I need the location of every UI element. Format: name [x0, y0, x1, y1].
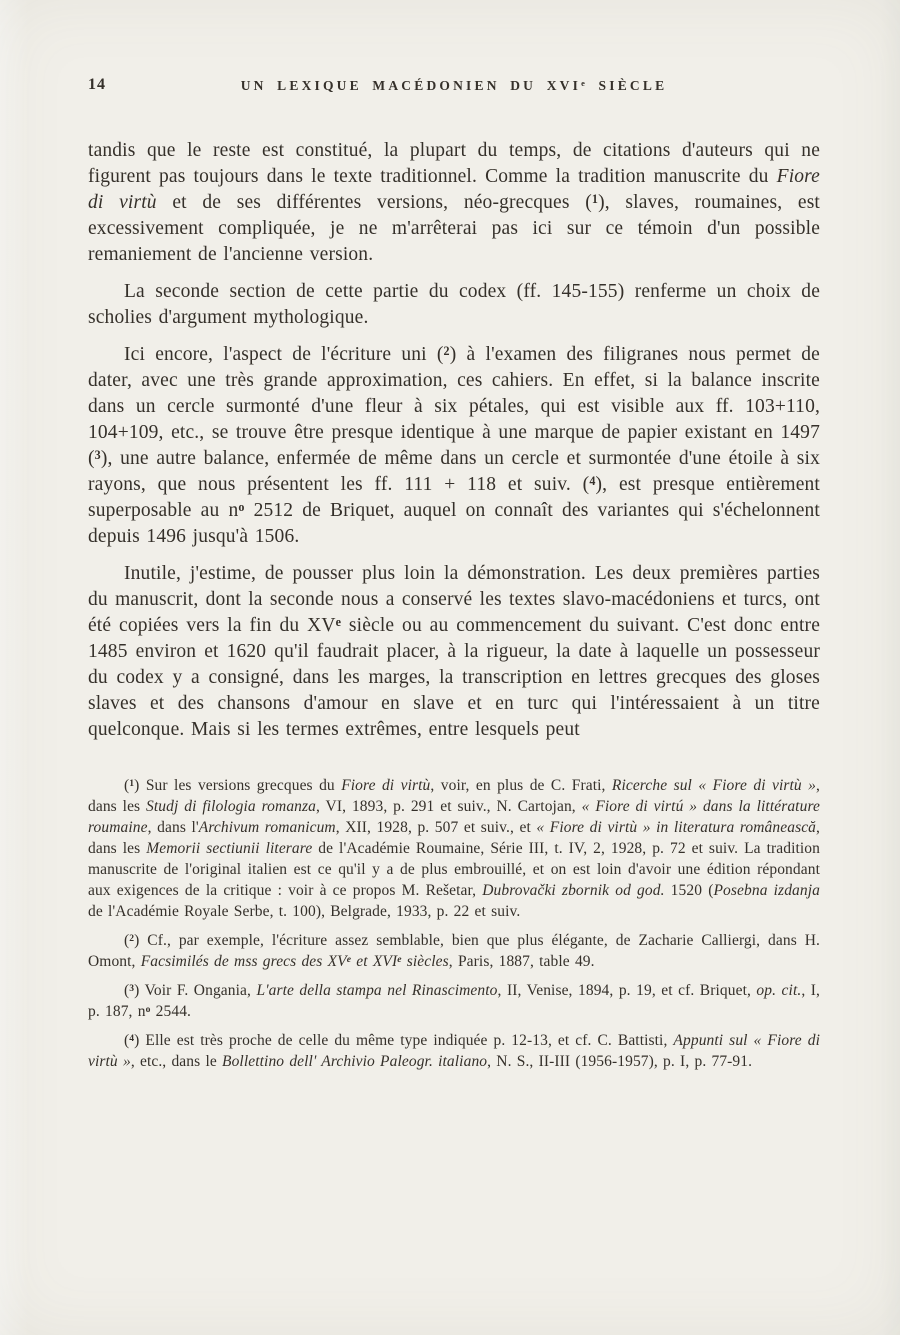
- footnote-2: ($^2$) Cf., par exemple, l'écriture assez semblable, bien que plus élégante, de Zacharie Calliergi, dans H. Omont, Facsimilés de mss grecs des XVe et XVIe siècles, Paris, 1887, table 49.: [88, 932, 820, 970]
- body-paragraph-3: Ici encore, l'aspect de l'écriture uni ($^2$) à l'examen des filigranes nous permet de dater, avec une très grande approximation, ces cahiers. En effet, si la balance inscrite dans un cercle surmonté d'une fleur à six pétales, qui est visible aux ff. 103+110, 104+109, etc., se trouve être presque identique à une marque de papier existant en 1497 ($^3$), une autre balance, enfermée de même dans un cercle et surmontée d'une étoile à six rayons, que nous présentent les ff. 111 + 118 et suiv. ($^4$), est presque entièrement superposable au $n^o$ 2512 de Briquet, auquel on connaît des variantes qui s'échelonnent depuis 1496 jusqu'à 1506.: [88, 343, 820, 547]
- page-number: 14: [88, 76, 106, 93]
- running-head: UN LEXIQUE MACÉDONIEN DU XVIe SIÈCLE: [240, 78, 668, 93]
- footnote-3: ($^3$) Voir F. Ongania, L'arte della stampa nel Rinascimento, II, Venise, 1894, p. 19, et cf. Briquet, op. cit., I, p. 187, $n^o$ 2544.: [88, 982, 821, 1020]
- body-paragraph-4: Inutile, j'estime, de pousser plus loin la démonstration. Les deux premières parties du manuscrit, dont la seconde nous a conservé les textes slavo-macédoniens et turcs, ont été copiées vers la fin du XVe siècle ou au commencement du suivant. C'est donc entre 1485 environ et 1620 qu'il faudrait placer, à la rigueur, la date à laquelle un possesseur du codex y a consigné, dans les marges, la transcription en lettres grecques des gloses slaves et des chansons d'amour en slave et en turc qui l'intéressaient à un titre quelconque. Mais si les termes extrêmes, entre lesquels peut: [88, 563, 820, 740]
- body-paragraph-2: La seconde section de cette partie du codex (ff. 145-155) renferme un choix de scholies d'argument mythologique.: [88, 281, 820, 328]
- body-paragraph-1: tandis que le reste est constitué, la plupart du temps, de citations d'auteurs qui ne figurent pas toujours dans le texte traditionnel. Comme la tradition manuscrite du Fiore di virtù et de ses différentes versions, néo-grecques ($^1$), slaves, roumaines, est excessivement compliquée, je ne m'arrêterai pas ici sur ce témoin d'un possible remaniement de l'ancienne version.: [88, 140, 821, 265]
- body-text: [88, 138, 820, 743]
- footnote-4: ($^4$) Elle est très proche de celle du même type indiquée p. 12-13, et cf. C. Battisti, Appunti sul « Fiore di virtù », etc., dans le Bollettino dell' Archivio Paleogr. italiano, N. S., II-III (1956-1957), p. I, p. 77-91.: [88, 1032, 820, 1070]
- page-content: [88, 76, 820, 1072]
- footnote-1: ($^1$) Sur les versions grecques du Fiore di virtù, voir, en plus de C. Frati, Ricerche sul « Fiore di virtù », dans les Studj di filologia romanza, VI, 1893, p. 291 et suiv., N. Cartojan, « Fiore di virtú » dans la littérature roumaine, dans l'Archivum romanicum, XII, 1928, p. 507 et suiv., et « Fiore di virtù » in literatura românească, dans les Memorii sectiunii literare de l'Académie Roumaine, Série III, t. IV, 2, 1928, p. 72 et suiv. La tradition manuscrite de l'original italien est ce qu'il y a de plus embrouillé, et on est loin d'avoir une édition répondant aux exigences de la critique : voir à ce propos M. Rešetar, Dubrovački zbornik od god. 1520 (Posebna izdanja de l'Académie Royale Serbe, t. 100), Belgrade, 1933, p. 22 et suiv.: [88, 777, 821, 920]
- page-header: [88, 76, 820, 98]
- footnotes: [88, 775, 820, 1072]
